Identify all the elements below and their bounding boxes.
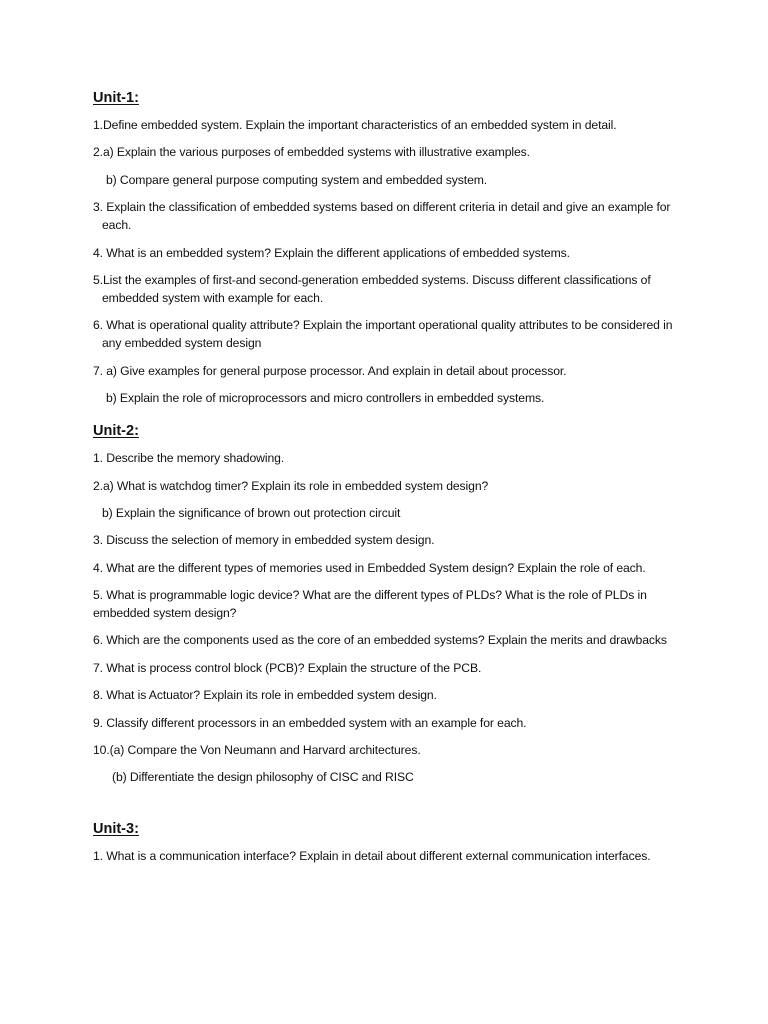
unit-2-question-2b: b) Explain the significance of brown out protection circuit <box>102 505 401 520</box>
unit-1-question-2b: b) Compare general purpose computing system and embedded system. <box>106 172 488 187</box>
unit-2-question-9: 9. Classify different processors in an embedded system with an example for each. <box>93 715 527 730</box>
unit-2-question-5: 5. What is programmable logic device? What are the different types of PLDs? What is the role of PLDs in embedded system design? <box>93 588 647 621</box>
unit-1-question-7b: b) Explain the role of microprocessors and micro controllers in embedded systems. <box>106 391 545 406</box>
unit-2-question-2a: 2.a) What is watchdog timer? Explain its role in embedded system design? <box>93 478 489 493</box>
unit-2-question-8: 8. What is Actuator? Explain its role in embedded system design. <box>93 688 437 703</box>
unit-2-question-6: 6. Which are the components used as the core of an embedded systems? Explain the merits and drawbacks <box>93 633 667 648</box>
unit-1-question-1: 1.Define embedded system. Explain the important characteristics of an embedded system in detail. <box>93 118 617 132</box>
unit-1-heading: Unit-1: <box>93 90 139 106</box>
unit-1-question-3: 3. Explain the classification of embedded systems based on different criteria in detail and give an example for each. <box>93 200 671 233</box>
unit-2-question-1: 1. Describe the memory shadowing. <box>93 451 285 466</box>
unit-3-question-1: 1. What is a communication interface? Explain in detail about different external communication interfaces. <box>93 849 651 864</box>
unit-2-question-7: 7. What is process control block (PCB)? Explain the structure of the PCB. <box>93 660 482 675</box>
unit-1-question-5: 5.List the examples of first-and second-generation embedded systems. Discuss different classifications of embedded system with example for each. <box>93 272 651 305</box>
unit-1-question-6: 6. What is operational quality attribute? Explain the important operational quality attributes to be considered in any embedded system design <box>93 318 673 351</box>
unit-2-question-10b: (b) Differentiate the design philosophy of CISC and RISC <box>112 770 414 785</box>
document-page <box>93 88 683 875</box>
unit-1-question-4: 4. What is an embedded system? Explain the different applications of embedded systems. <box>93 245 570 260</box>
unit-1-question-2a: 2.a) Explain the various purposes of embedded systems with illustrative examples. <box>93 145 530 160</box>
unit-1-question-7a: 7. a) Give examples for general purpose processor. And explain in detail about processor. <box>93 363 567 378</box>
unit-2-question-3: 3. Discuss the selection of memory in embedded system design. <box>93 533 435 548</box>
unit-3-heading: Unit-3: <box>93 821 139 838</box>
unit-2-question-10a: 10.(a) Compare the Von Neumann and Harvard architectures. <box>93 743 421 758</box>
unit-2-question-4: 4. What are the different types of memories used in Embedded System design? Explain the role of each. <box>93 560 646 575</box>
unit-2-heading: Unit-2: <box>93 423 139 440</box>
